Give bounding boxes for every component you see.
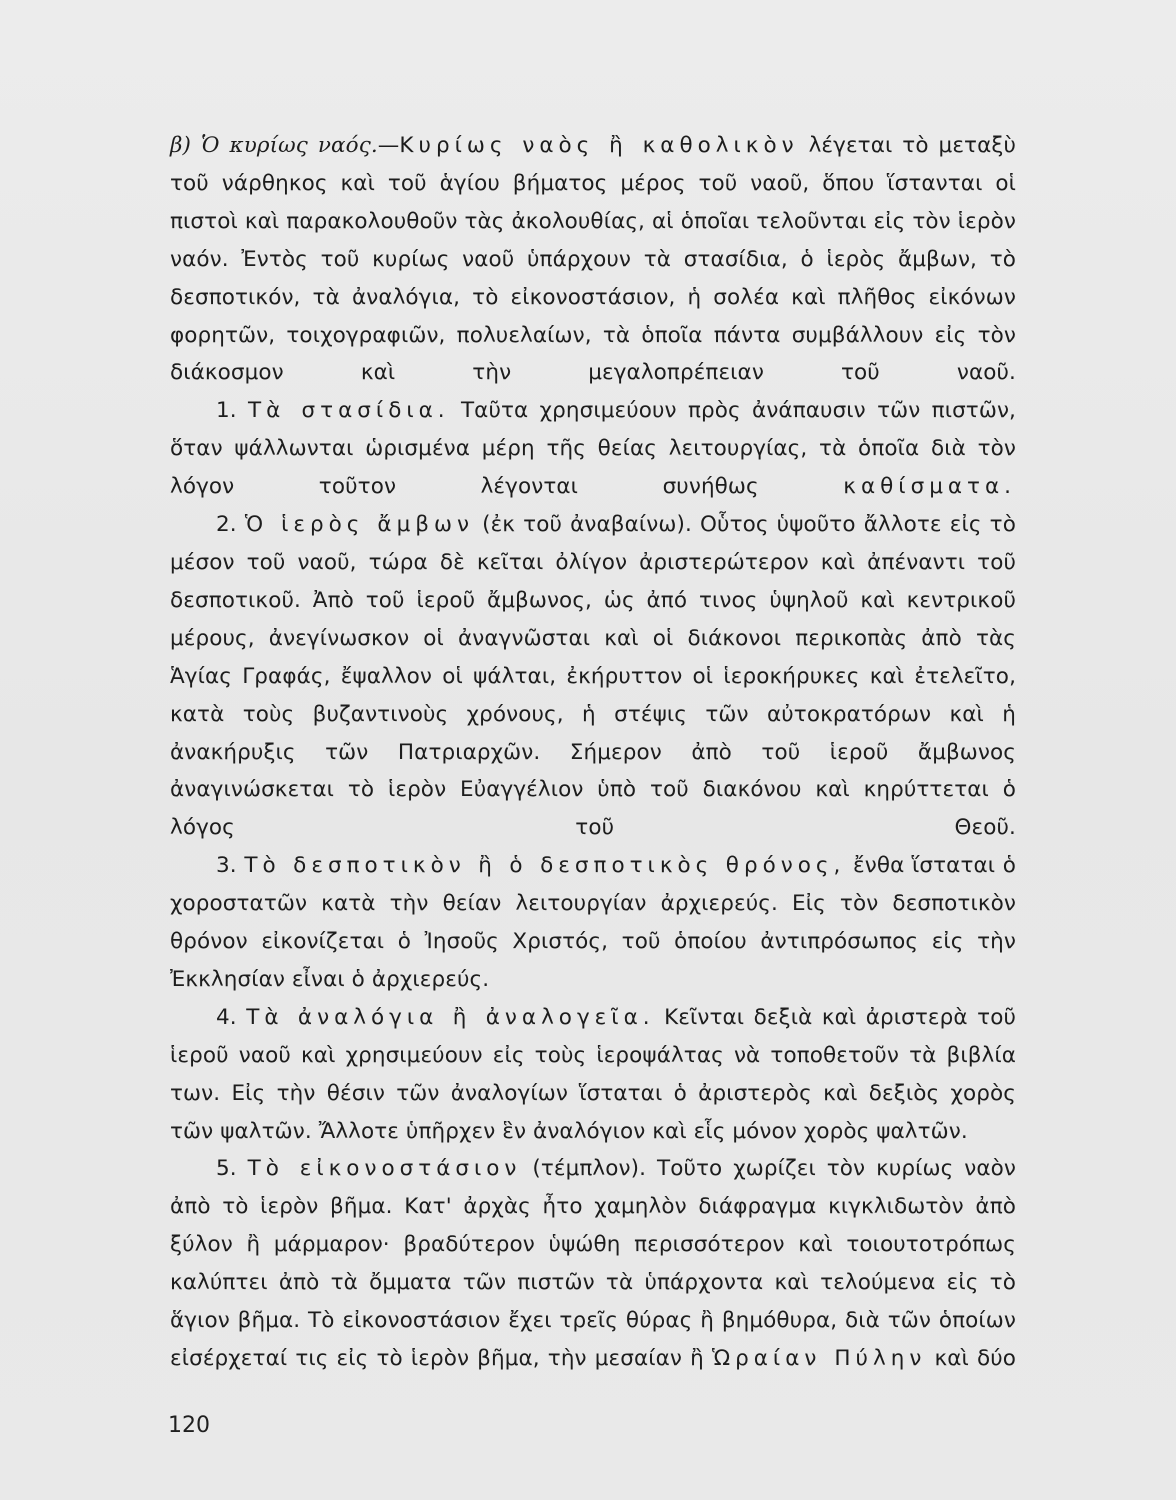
section-label: β)	[170, 133, 192, 158]
item-term: Τὸ εἰκονοστάσιον	[247, 1156, 522, 1182]
intro-paragraph	[170, 127, 1016, 392]
item-ambon	[170, 506, 1016, 847]
section-heading: Ὁ κυρίως ναός.	[200, 133, 378, 158]
item-number: 5.	[216, 1156, 237, 1182]
intro-term: Κυρίως ναὸς ἢ καθολικὸν	[399, 133, 799, 158]
item-despotikon	[170, 847, 1016, 999]
body-text	[170, 127, 1016, 1378]
heading-dash: —	[377, 133, 400, 158]
item-number: 2.	[216, 512, 237, 538]
item-eikonostasion	[170, 1150, 1016, 1377]
item-term: Ὁ ἱερὸς ἄμβων	[244, 512, 474, 538]
item-term: Τὸ δεσποτικὸν ἢ ὁ δεσποτικὸς θρόνος,	[244, 853, 846, 879]
item-term: Τὰ στασίδια.	[248, 398, 450, 424]
item-text: Κεῖνται δεξιὰ καὶ ἀριστερὰ τοῦ ἱεροῦ ναοῦ καὶ χρησιμεύουν εἰς τοὺς ἱεροψάλτας νὰ τοποθετοῦν τὰ βιβλία των. Εἰς τὴν θέσιν τῶν ἀναλογίων ἵσταται ὁ ἀριστερὸς καὶ δεξιὸς χορὸς τῶν ψαλτῶν. Ἄλλοτε ὑπῆρχεν ἓν ἀναλόγιον καὶ εἷς μόνον χορὸς ψαλτῶν.	[170, 1004, 1017, 1144]
item-paren: (τέμπλον).	[532, 1156, 647, 1182]
item-text: Οὗτος ὑψοῦτο ἄλλοτε εἰς τὸ μέσον τοῦ ναοῦ, τώρα δὲ κεῖται ὀλίγον ἀριστερώτερον καὶ ἀπέναντι τοῦ δεσποτικοῦ. Ἀπὸ τοῦ ἱεροῦ ἄμβωνος, ὡς ἀπό τινος ὑψηλοῦ καὶ κεντρικοῦ μέρους, ἀνεγίνωσκον οἱ ἀναγνῶσται καὶ οἱ διάκονοι περικοπὰς ἀπὸ τὰς Ἁγίας Γραφάς, ἔψαλλον οἱ ψάλται, ἐκήρυττον οἱ ἱεροκήρυκες καὶ ἐτελεῖτο, κατὰ τοὺς βυζαντινοὺς χρόνους, ἡ στέψις τῶν αὐτοκρατόρων καὶ ἡ ἀνακήρυξις τῶν Πατριαρχῶν. Σήμερον ἀπὸ τοῦ ἱεροῦ ἄμβωνος ἀναγινώσκεται τὸ ἱερὸν Εὐαγγέλιον ὑπὸ τοῦ διακόνου καὶ κηρύττεται ὁ λόγος τοῦ Θεοῦ.	[170, 512, 1016, 841]
item-number: 1.	[216, 398, 237, 424]
item-term: Τὰ ἀναλόγια ἢ ἀναλογεῖα.	[246, 1004, 655, 1030]
page-number: 120	[168, 1413, 210, 1438]
item-stasidia	[170, 392, 1016, 506]
intro-text: λέγεται τὸ μεταξὺ τοῦ νάρθηκος καὶ τοῦ ἁγίου βήματος μέρος τοῦ ναοῦ, ὅπου ἵστανται οἱ πιστοὶ καὶ παρακολουθοῦν τὰς ἀκολουθίας, αἱ ὁποῖαι τελοῦνται εἰς τὸν ἱερὸν ναόν. Ἐντὸς τοῦ κυρίως ναοῦ ὑπάρχουν τὰ στασίδια, ὁ ἱερὸς ἄμβων, τὸ δεσποτικόν, τὰ ἀναλόγια, τὸ εἰκονοστάσιον, ἡ σολέα καὶ πλῆθος εἰκόνων φορητῶν, τοιχογραφιῶν, πολυελαίων, τὰ ὁποῖα πάντα συμβάλλουν εἰς τὸν διάκοσμον καὶ τὴν μεγαλοπρέπειαν τοῦ ναοῦ.	[170, 133, 1017, 386]
item-tail: καὶ δύο	[934, 1346, 1017, 1371]
item-text: ἔνθα ἵσταται ὁ χοροστατῶν κατὰ τὴν θείαν λειτουργίαν ἀρχιερεύς. Εἰς τὸν δεσποτικὸν θρόνον εἰκονίζεται ὁ Ἰησοῦς Χριστός, τοῦ ὁποίου ἀντιπρόσωπος εἰς τὴν Ἐκκλησίαν εἶναι ὁ ἀρχιερεύς.	[170, 853, 1017, 992]
item-paren: (ἐκ τοῦ ἀναβαίνω).	[482, 512, 692, 538]
item-emphasis: καθίσματα.	[843, 474, 1016, 500]
item-number: 4.	[216, 1004, 237, 1030]
item-analogia	[170, 999, 1016, 1151]
item-number: 3.	[216, 853, 237, 879]
item-emphasis: Ὡραίαν Πύλην	[711, 1346, 927, 1371]
item-text: Ταῦτα χρησιμεύουν πρὸς ἀνάπαυσιν τῶν πιστῶν, ὅταν ψάλλωνται ὡρισμένα μέρη τῆς θείας λειτουργίας, τὰ ὁποῖα διὰ τὸν λόγον τοῦτον λέγονται συνήθως	[170, 398, 1016, 500]
item-text: Τοῦτο χωρίζει τὸν κυρίως ναὸν ἀπὸ τὸ ἱερὸν βῆμα. Κατ' ἀρχὰς ἦτο χαμηλὸν διάφραγμα κιγκλιδωτὸν ἀπὸ ξύλον ἢ μάρμαρον· βραδύτερον ὑψώθη περισσότερον καὶ τοιουτοτρόπως καλύπτει ἀπὸ τὰ ὄμματα τῶν πιστῶν τὰ ὑπάρχοντα καὶ τελούμενα εἰς τὸ ἅγιον βῆμα. Τὸ εἰκονοστάσιον ἔχει τρεῖς θύρας ἢ βημόθυρα, διὰ τῶν ὁποίων εἰσέρχεταί τις εἰς τὸ ἱερὸν βῆμα, τὴν μεσαίαν ἢ	[170, 1156, 1016, 1371]
